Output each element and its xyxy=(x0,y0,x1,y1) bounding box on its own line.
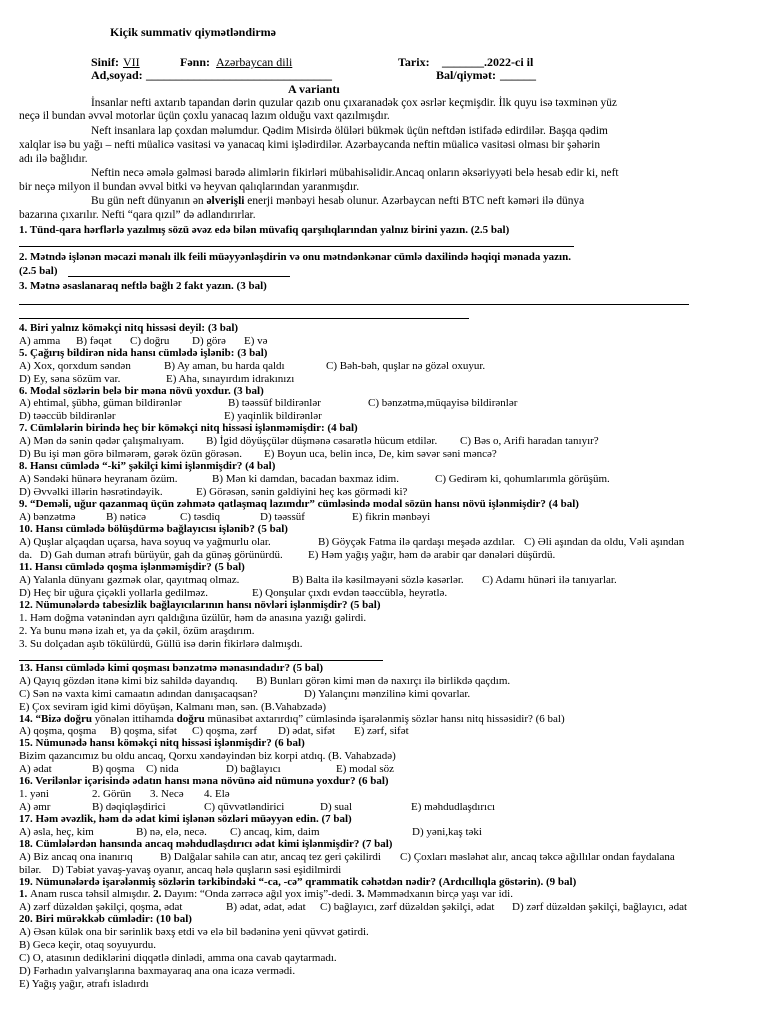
option: A) Səndəki hünərə heyranam özüm. xyxy=(19,473,178,485)
question-17: 17. Həm əvəzlik, həm də ədat kimi işlənən sözləri müəyyən edin. (7 bal) xyxy=(19,813,352,825)
marked-word: doğru xyxy=(63,713,93,725)
option: C) doğru xyxy=(130,335,170,347)
option: C) bağlayıcı, zərf düzəldən şəkilçi, ədat xyxy=(320,901,495,913)
option: A) əmr xyxy=(19,801,51,813)
option: C) bənzətmə,müqayisə bildirənlər xyxy=(368,397,518,409)
answer-line[interactable] xyxy=(68,276,290,277)
question-18: 18. Cümlələrdən hansında ancaq məhdudlaşdırıcı ədat kimi işlənmişdir? (7 bal) xyxy=(19,838,393,850)
question-10: 10. Hansı cümlədə bölüşdürmə bağlayıcısı işlənib? (5 bal) xyxy=(19,523,288,535)
option: C) qoşma, zərf xyxy=(192,725,258,737)
option: D) bağlayıcı xyxy=(226,763,281,775)
option: A) Yalanla dünyanı gəzmək olar, qayıtmaq olmaz. xyxy=(19,574,240,586)
option: D) Ey, səna sözüm var. xyxy=(19,373,121,385)
class-label: Sinif: xyxy=(91,55,120,69)
option: E) zərf, sifət xyxy=(354,725,409,737)
question-6: 6. Modal sözlərin belə bir məna növü yoxdur. (3 bal) xyxy=(19,385,264,397)
question-2: 2. Mətndə işlənən məcazi mənalı ilk feili müəyyənləşdirin və onu mətndənkənar cümlə daxilində həqiqi mənada yazın. xyxy=(19,251,571,263)
option: D) zərf düzəldən şəkilçi, bağlayıcı, ədat xyxy=(512,901,688,913)
passage-line: Neft insanlara lap çoxdan məlumdur. Qədim Misirdə ölüləri bükmək üçün neftdən istifadə edirdilər. Başqa qədim xyxy=(91,125,608,137)
option: B) dəqiqləşdirici xyxy=(92,801,166,813)
option: B) ədat, ədat, ədat xyxy=(226,901,306,913)
option: A) qoşma, qoşma xyxy=(19,725,97,737)
option: D) Əvvəlki illərin həsrətindəyik. xyxy=(19,486,163,498)
example-word: 3. Necə xyxy=(150,788,184,800)
option: D) ədat, sifət xyxy=(278,725,336,737)
option: E) məhdudlaşdırıcı xyxy=(411,801,496,813)
option: B) nəticə xyxy=(106,511,147,523)
option: C) Əli aşından da oldu, Vəli aşından xyxy=(524,536,685,548)
question-20: 20. Biri mürəkkəb cümlədir: (10 bal) xyxy=(19,913,192,925)
example-line: 2. Ya bunu mənə izah et, ya da çəkil, özüm araşdırım. xyxy=(19,625,255,637)
example-word: 1. yəni xyxy=(19,788,49,800)
date-label: Tarix: xyxy=(398,55,430,69)
option: C) ancaq, kim, daim xyxy=(230,826,320,838)
option: bilər. xyxy=(19,864,42,876)
option: E) modal söz xyxy=(336,763,395,775)
option: E) Boyun uca, belin incə, De, kim səvər səni məncə? xyxy=(264,448,497,460)
question-1: 1. Tünd-qara hərflərlə yazılmış sözü əvəz edə bilən müvafiq qarşılıqlarından yalnız birini yazın. (2.5 bal) xyxy=(19,224,510,236)
option: B) Göyçək Fatma ilə qardaşı meşədə azdılar. xyxy=(318,536,516,548)
option: D) Fərhadın yalvarışlarına baxmayaraq ana ona icazə vermədi. xyxy=(19,965,296,977)
option: D) təəccüb bildirənlər xyxy=(19,410,116,422)
example-line: Bizim qazancımız bu oldu ancaq, Qorxu xəndəyindən biz korpi atdıq. (B. Vahabzadə) xyxy=(19,750,396,762)
passage-line: adı ilə bağlıdır. xyxy=(19,153,88,165)
question-16: 16. Verilənlər içərisində ədatın hansı məna növünə aid nümunə yoxdur? (6 bal) xyxy=(19,775,389,787)
score-field[interactable]: ______ xyxy=(500,68,536,82)
option: da. xyxy=(19,549,33,561)
option: C) Adamı hünəri ilə tanıyarlar. xyxy=(482,574,617,586)
passage-line: bir neçə milyon il bundan əvvəl bitki və heyvan qalıqlarından yaranmışdır. xyxy=(19,181,360,193)
option: D) təəssüf xyxy=(260,511,305,523)
option: B) fəqət xyxy=(76,335,112,347)
option: B) qoşma xyxy=(92,763,135,775)
example-word: 2. Görün xyxy=(92,788,132,800)
option: B) Dalğalar sahilə can atır, ancaq tez geri çəkilirdi xyxy=(160,851,381,863)
option: C) Sən nə vaxta kimi camaatın adından danışacaqsan? xyxy=(19,688,258,700)
question-5: 5. Çağırış bildirən nida hansı cümlədə işlənib: (3 bal) xyxy=(19,347,268,359)
date-value: _______.2022-ci il xyxy=(442,55,534,69)
option: A) Xox, qorxdum səndən xyxy=(19,360,131,372)
option: C) O, atasının dediklərini diqqətlə dinlədi, amma ona cavab qaytarmadı. xyxy=(19,952,337,964)
option: E) fikrin mənbəyi xyxy=(352,511,431,523)
example-line: 1. Həm doğma vətənindən ayrı qaldığına üzülür, həm də anasına yazığı gəlirdi. xyxy=(19,612,367,624)
option: C) Çoxları məsləhət alır, ancaq təkcə ağıllılar ondan faydalana xyxy=(400,851,675,863)
option: B) Balta ilə kəsilməyəni sözlə kəsərlər. xyxy=(292,574,464,586)
option: D) Bu işi mən görə bilmərəm, gərək özün görəsən. xyxy=(19,448,242,460)
example-word: 4. Elə xyxy=(204,788,230,800)
option: A) Əsən külək ona bir sərinlik bəxş etdi və elə bil bədəninə yeni qüvvət gətirdi. xyxy=(19,926,369,938)
option: C) Bəh-bəh, quşlar nə gözəl oxuyur. xyxy=(326,360,486,372)
passage-line: İnsanlar nefti axtarıb tapandan dərin quzular qazıb onu çıxaranadək çox əsrlər keçmişdir. İlk quyu isə təxminən yüz xyxy=(91,97,617,109)
question-text: münasibət axtarırdıq” cümləsində işarələnmiş sözlər hansı nitq hissəsidir? (6 bal) xyxy=(204,713,565,725)
name-field[interactable]: _______________________________ xyxy=(146,68,332,82)
option: D) Gah duman ətrafı bürüyür, gah da günəş görünürdü. xyxy=(40,549,283,561)
option: E) Həm yağış yağır, həm də arabir qar dənələri düşürdü. xyxy=(308,549,556,561)
option: B) Bunları görən kimi mən də naxırçı ilə birlikdə qaçdım. xyxy=(256,675,511,687)
option: A) Quşlar alçaqdan uçarsa, hava soyuq və yağmurlu olar. xyxy=(19,536,271,548)
option: B) İgid döyüşçülər düşmənə cəsarətlə hücum etdilər. xyxy=(206,435,438,447)
question-19: 19. Nümunələrdə işarələnmiş sözlərin tərkibindəki “-ca, -cə” qrammatik cəhətdən nədir? (Ardıcıllıqla göstərin). (9 bal) xyxy=(19,876,577,888)
option: C) nida xyxy=(146,763,179,775)
example-number: 2. xyxy=(153,888,165,900)
option: E) Aha, sınayırdım idrakınızı xyxy=(166,373,295,385)
question-13: 13. Hansı cümlədə kimi qoşması bənzətmə mənasındadır? (5 bal) xyxy=(19,662,324,674)
question-12: 12. Nümunələrdə tabesizlik bağlayıcılarının hansı növləri işlənmişdir? (5 bal) xyxy=(19,599,381,611)
passage-line: bazarına çıxarılır. Nefti “qara qızıl” də adlandırırlar. xyxy=(19,209,256,221)
variant-heading: A variantı xyxy=(288,82,340,96)
option: A) zərf düzəldən şəkilçi, qoşma, ədat xyxy=(19,901,183,913)
question-text: yönələn ittihamda xyxy=(92,713,177,725)
option: A) Mən də sənin qədər çalışmalıyam. xyxy=(19,435,184,447)
question-14 xyxy=(19,713,565,725)
example-text: Anam rusca təhsil almışdır. xyxy=(30,888,154,900)
option: C) Gedirəm ki, qohumlarımla görüşüm. xyxy=(435,473,610,485)
example-text: Məmmədxanın birc̦ə yaşı var idi. xyxy=(367,888,513,900)
option: B) Ay aman, bu harda qaldı xyxy=(164,360,285,372)
option: D) görə xyxy=(192,335,226,347)
option: E) yaqinlik bildirənlər xyxy=(224,410,322,422)
score-label: Bal/qiymət: xyxy=(436,68,496,82)
option: D) Təbiət yavaş-yavaş oyanır, ancaq hələ quşların səsi eşidilmirdi xyxy=(52,864,342,876)
option: C) təsdiq xyxy=(180,511,221,523)
option: E) Çox seviram igid kimi döyüşən, Kalmanı mən, sən. (B.Vahabzadə) xyxy=(19,701,327,713)
option: D) sual xyxy=(320,801,353,813)
highlighted-word: əlverişli xyxy=(206,195,245,207)
marked-word: doğru xyxy=(176,713,205,725)
example-line xyxy=(19,888,513,900)
option: B) nə, elə, necə. xyxy=(136,826,207,838)
answer-line[interactable] xyxy=(19,660,383,661)
option: A) bənzətmə xyxy=(19,511,76,523)
example-line: 3. Su dolçadan aşıb tökülürdü, Güllü isə dərin fikirlərə dalmışdı. xyxy=(19,638,303,650)
option: C) qüvvətləndirici xyxy=(204,801,285,813)
name-label: Ad,soyad: xyxy=(91,68,143,82)
subject-value: Azərbaycan dili xyxy=(216,55,293,69)
option: A) əslа, heç, kim xyxy=(19,826,94,838)
option: E) Yağış yağır, ətrafı isladırdı xyxy=(19,978,149,990)
question-2-score: (2.5 bal) xyxy=(19,265,58,277)
option: B) təəssüf bildirənlər xyxy=(228,397,321,409)
subject-label: Fənn: xyxy=(180,55,210,69)
question-15: 15. Nümunədə hansı köməkçi nitq hissəsi işlənmişdir? (6 bal) xyxy=(19,737,305,749)
option: E) Qonşular çıxdı evdən təəccüblə, heyrətlə. xyxy=(252,587,448,599)
answer-line[interactable] xyxy=(19,246,574,247)
option: A) Biz ancaq ona inanırıq xyxy=(19,851,133,863)
option: A) ədat xyxy=(19,763,52,775)
worksheet-title: Kiçik summativ qiymətləndirmə xyxy=(110,25,276,39)
class-value: VII xyxy=(123,55,140,69)
question-9: 9. “Deməli, uğur qazanmaq üçün zəhmətə qatlaşmaq lazımdır” cümləsində modal sözün hansı növü işlənmişdir? (4 bal) xyxy=(19,498,579,510)
passage-text: Bu gün neft dünyanın ən xyxy=(91,195,207,207)
option: D) Yalançını mənzilinə kimi qovarlar. xyxy=(304,688,471,700)
question-7: 7. Cümlələrin birində heç bir köməkçi nitq hissəsi işlənməmişdir: (4 bal) xyxy=(19,422,358,434)
passage-line: xalqlar isə bu yağı – nefti müalicə vasitəsi və yanacaq kimi işlədirdilər. Azərbaycanda neftin müalicə vasitəsi olması bir şəhərin xyxy=(19,139,601,151)
option: B) Gecə keçir, otaq soyuyurdu. xyxy=(19,939,157,951)
option: A) ehtimal, şübhə, güman bildirənlər xyxy=(19,397,182,409)
question-4: 4. Biri yalnız köməkçi nitq hissəsi deyil: (3 bal) xyxy=(19,322,239,334)
option: E) və xyxy=(244,335,268,347)
passage-line: Neftin necə əmələ gəlməsi barədə alimlərin fikirləri mübahisəlidir.Ancaq onların əksəriyyəti belə hesab edir ki, neft xyxy=(91,167,619,179)
option: C) Bəs o, Arifi haradan tanıyır? xyxy=(460,435,599,447)
example-text: Dayım: “Onda zərrəcə ağıl yox imiş”-dedi. xyxy=(164,888,357,900)
example-number: 3. xyxy=(356,888,368,900)
passage-line: neçə il bundan əvvəl motorlar üçün çoxlu yanacaq lazım olduğu vaxt qazılmışdır. xyxy=(19,110,390,122)
passage-line xyxy=(91,195,584,208)
option: B) Mən ki damdan, bacadan baxmaz idim. xyxy=(212,473,399,485)
answer-line[interactable] xyxy=(19,318,469,319)
answer-line[interactable] xyxy=(19,304,689,305)
question-text: 14. “Bizə xyxy=(19,713,64,725)
option: E) Görəsən, sənin gəldiyini heç kəs görmədi ki? xyxy=(196,486,408,498)
option: D) yəni,kaş təki xyxy=(412,826,482,838)
option: D) Heç bir uğura çiçəkli yollarla gedilməz. xyxy=(19,587,209,599)
question-8: 8. Hansı cümlədə “-ki” şəkilçi kimi işlənmişdir? (4 bal) xyxy=(19,460,276,472)
question-3: 3. Mətnə əsaslanaraq neftlə bağlı 2 fakt yazın. (3 bal) xyxy=(19,280,267,292)
option: B) qoşma, sifət xyxy=(110,725,177,737)
option: A) Qayıq gözdən itənə kimi biz sahildə dayandıq. xyxy=(19,675,238,687)
question-11: 11. Hansı cümlədə qoşma işlənməmişdir? (5 bal) xyxy=(19,561,245,573)
option: A) amma xyxy=(19,335,61,347)
passage-text: enerji mənbəyi hesab olunur. Azərbaycan nefti BTC neft kəməri ilə dünya xyxy=(244,195,585,207)
example-number: 1. xyxy=(19,888,30,900)
